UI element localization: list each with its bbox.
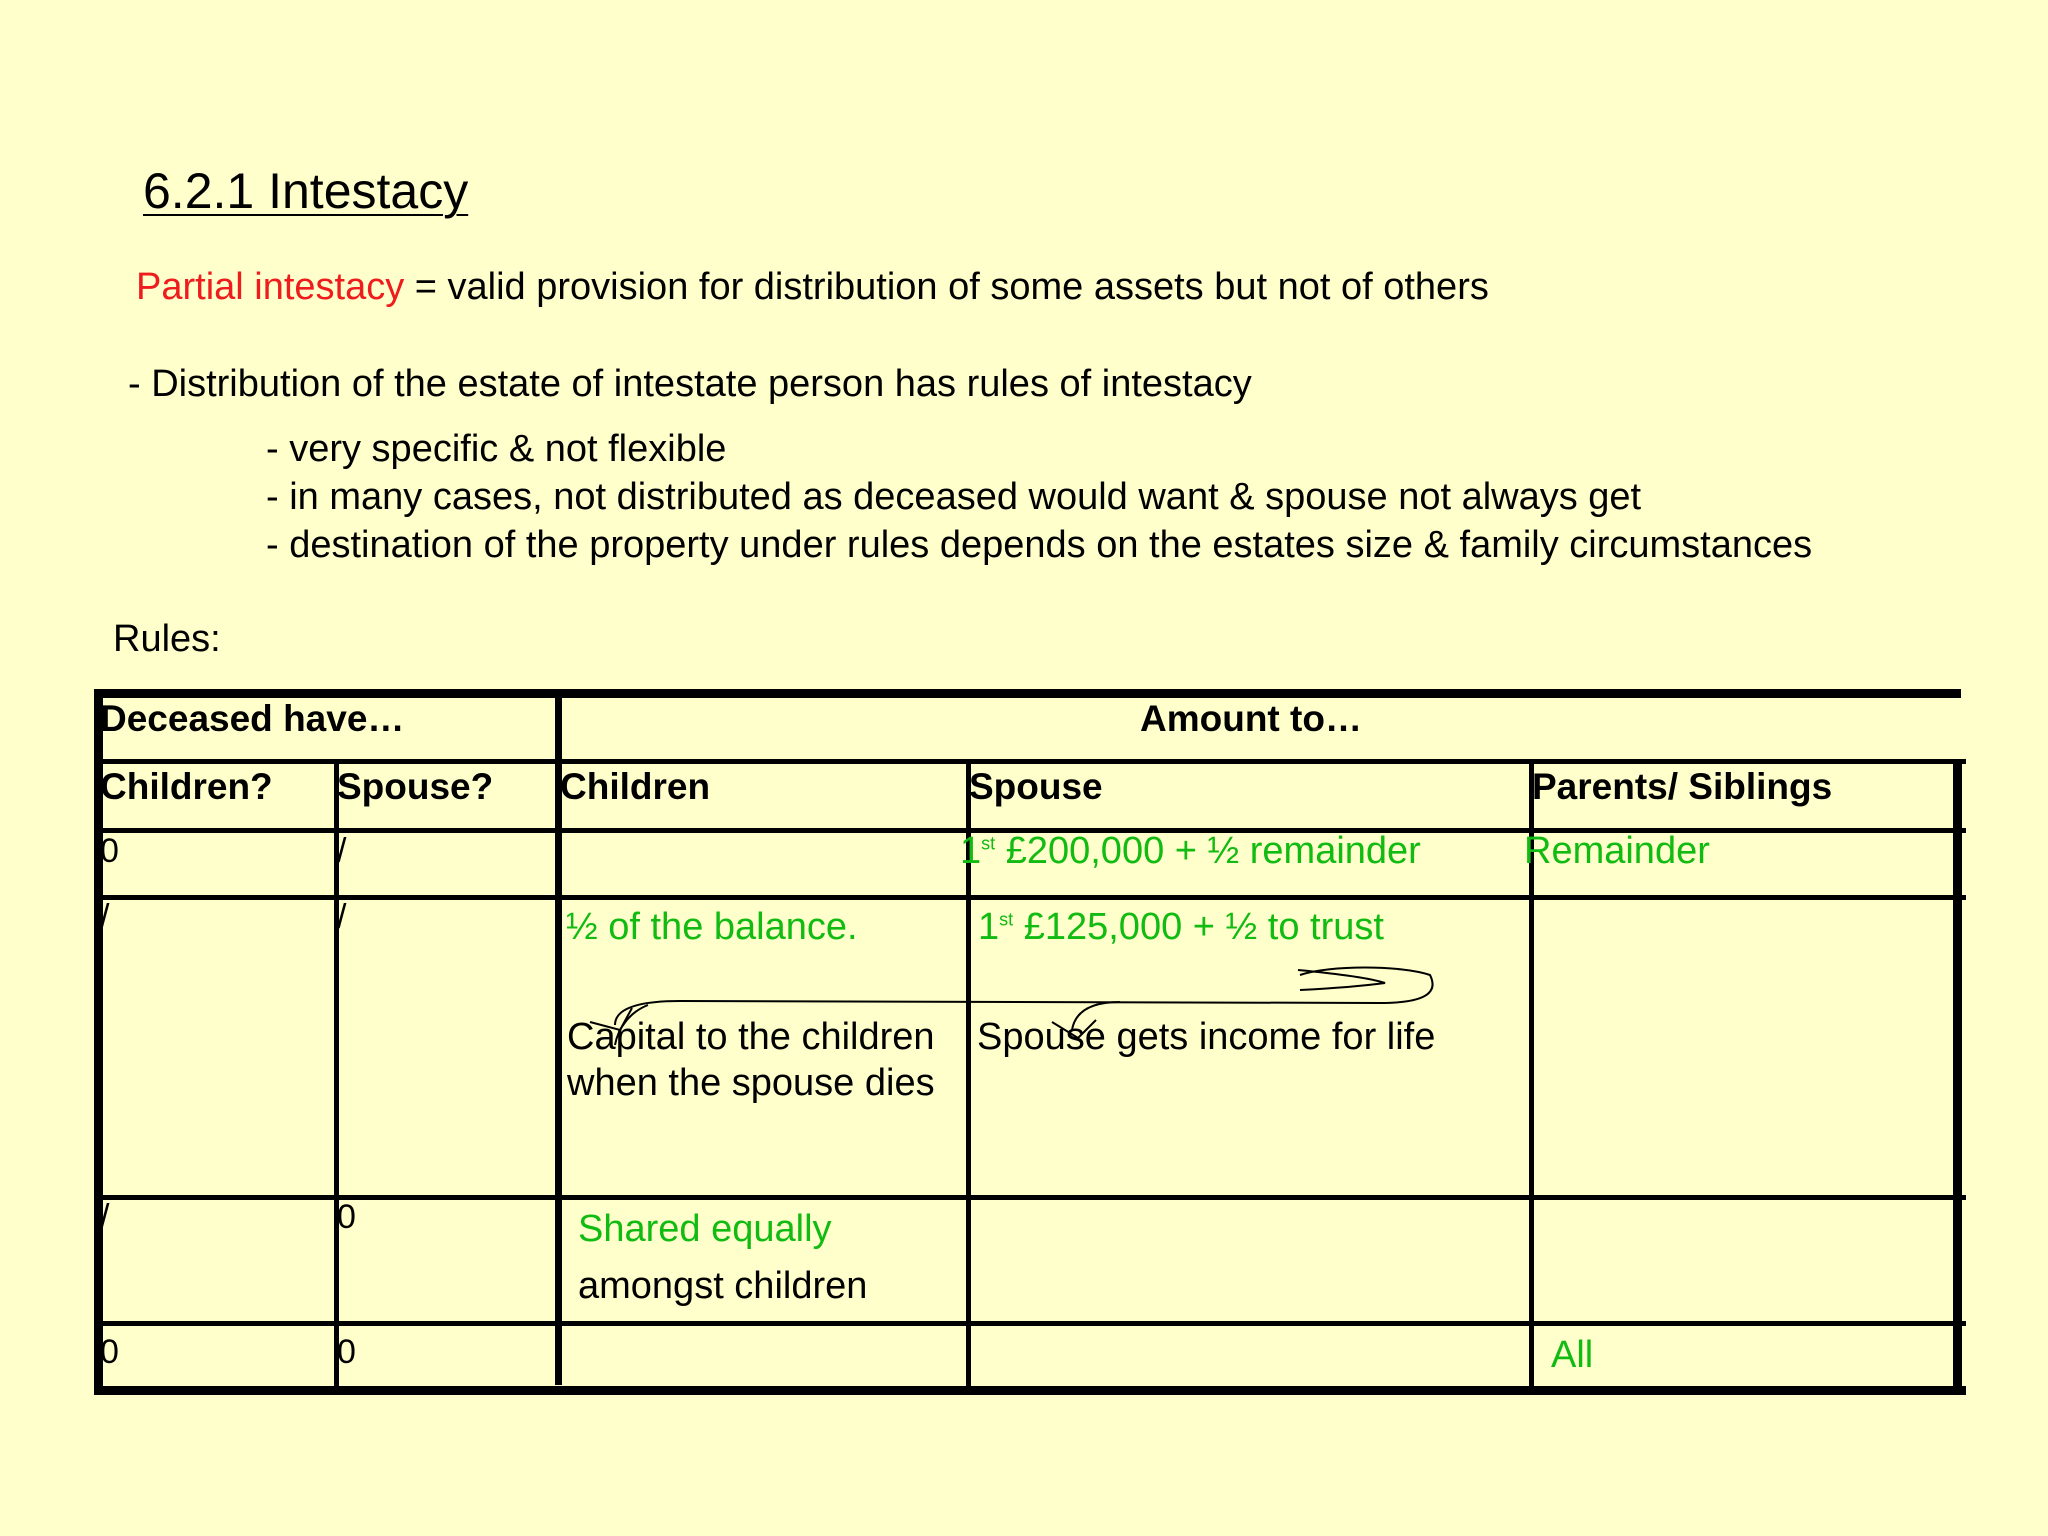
column-header-children: Children <box>560 766 711 807</box>
row2-children-amount: ½ of the balance. <box>566 906 858 948</box>
arrow-to-spouse <box>1072 1002 1120 1030</box>
row4-parents-amount: All <box>1551 1334 1594 1376</box>
header-amount-to: Amount to… <box>1140 698 1362 739</box>
row3-children-q: / <box>100 1198 110 1236</box>
header-deceased-have: Deceased have… <box>100 698 405 739</box>
row2-children-q: / <box>100 898 110 936</box>
row3-children-amount: Shared equally <box>578 1208 832 1250</box>
row2-spouse-value: £125,000 + ½ to trust <box>1013 906 1384 948</box>
row1-spouse-value: £200,000 + ½ remainder <box>995 830 1421 872</box>
row2-spouse-note: Spouse gets income for life <box>977 1016 1436 1058</box>
page-title: 6.2.1 Intestacy <box>143 163 469 219</box>
row3-children-note: amongst children <box>578 1265 868 1307</box>
column-header-parents-siblings: Parents/ Siblings <box>1532 766 1833 807</box>
row1-spouse-q: / <box>337 832 347 870</box>
column-header-spouse-q: Spouse? <box>337 766 494 807</box>
row2-spouse-ordinal: 1 <box>978 906 1000 948</box>
main-bullet: - Distribution of the estate of intestate person has rules of intestacy <box>128 363 1252 405</box>
sub-bullet-1: - very specific & not flexible <box>266 428 727 470</box>
definition-term: Partial intestacy <box>136 266 405 308</box>
rules-label: Rules: <box>113 618 221 660</box>
column-header-spouse: Spouse <box>969 766 1103 807</box>
row2-children-note-line2: when the spouse dies <box>567 1062 935 1104</box>
row2-spouse-q: / <box>337 898 347 936</box>
row4-children-q: 0 <box>100 1333 119 1371</box>
row4-spouse-q: 0 <box>337 1333 356 1371</box>
arrowhead-children <box>590 1008 632 1030</box>
sub-bullet-3: - destination of the property under rules depends on the estates size & family circumstances <box>266 524 1813 566</box>
row3-spouse-q: 0 <box>337 1198 356 1236</box>
row1-spouse-ordinal-suffix: st <box>981 833 996 854</box>
row1-parents-amount: Remainder <box>1524 830 1710 872</box>
sub-bullet-2: - in many cases, not distributed as deceased would want & spouse not always get <box>266 476 1642 518</box>
row2-spouse-ordinal-suffix: st <box>999 909 1014 930</box>
row1-spouse-ordinal: 1 <box>960 830 982 872</box>
arrow-curve <box>615 968 1433 1026</box>
definition-text: = valid provision for distribution of some assets but not of others <box>404 266 1489 308</box>
row2-children-note-line1: Capital to the children <box>567 1016 935 1058</box>
row1-children-q: 0 <box>100 832 119 870</box>
column-header-children-q: Children? <box>100 766 273 807</box>
